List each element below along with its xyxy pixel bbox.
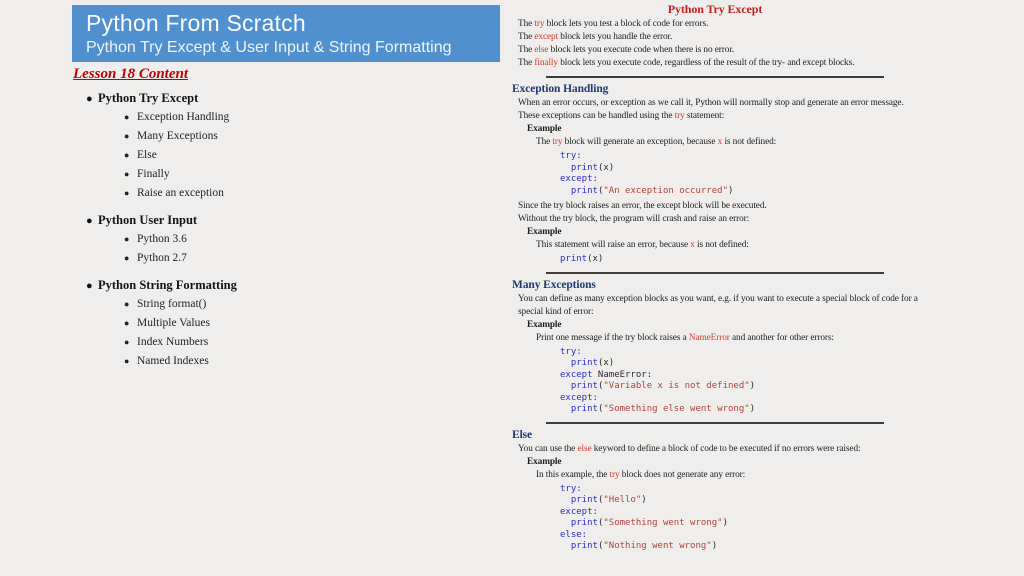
toc-section-try-except [86, 90, 446, 203]
bullet-icon: ● [124, 234, 130, 244]
bullet-icon: ● [124, 131, 130, 141]
example-label: Example [527, 319, 562, 330]
toc-sub-label: Multiple Values [137, 317, 210, 329]
section-many-exceptions [512, 278, 918, 416]
slide-subtitle: Python Try Except & User Input & String Formatting [86, 39, 452, 56]
code-line: try: [560, 483, 582, 494]
example-description: Print one message if the try block raises a NameError and another for other errors: [536, 332, 834, 343]
code-block [560, 484, 918, 553]
code-line: except NameError: [560, 369, 653, 380]
section-heading: Else [512, 428, 533, 441]
toc-sub-item [124, 165, 446, 184]
code-line: else: [560, 529, 588, 540]
toc-sub-label: Named Indexes [137, 355, 209, 367]
table-of-contents [86, 90, 446, 371]
intro-block [512, 18, 918, 70]
content-title: Python Try Except [667, 2, 763, 16]
toc-sub-label: String format() [137, 298, 207, 310]
section-divider [546, 76, 884, 78]
section-exception-handling [512, 82, 918, 266]
toc-sub-label: Else [137, 149, 157, 161]
toc-section-user-input [86, 212, 446, 268]
code-line: print("An exception occurred") [570, 185, 734, 196]
bullet-icon: ● [124, 299, 130, 309]
slide-header [72, 5, 500, 62]
slide-title: Python From Scratch [86, 10, 306, 36]
toc-sub-item [124, 333, 446, 352]
bullet-icon: ● [124, 169, 130, 179]
intro-line: The finally block lets you execute code, regardless of the result of the try- and except blocks. [518, 58, 855, 68]
toc-sub-label: Finally [137, 168, 170, 180]
toc-main-item [86, 212, 446, 230]
paragraph: When an error occurs, or exception as we call it, Python will normally stop and generate an error message. [518, 98, 904, 108]
code-line: try: [560, 346, 582, 357]
section-else [512, 428, 918, 553]
toc-main-label: Python Try Except [98, 91, 199, 105]
bullet-icon: ● [86, 280, 93, 292]
code-line: print(x) [570, 162, 615, 173]
paragraph: Since the try block raises an error, the except block will be executed. [518, 201, 767, 211]
intro-line: The else block lets you execute code when there is no error. [518, 45, 735, 55]
section-heading: Exception Handling [512, 83, 609, 95]
bullet-icon: ● [124, 253, 130, 263]
bullet-icon: ● [124, 356, 130, 366]
toc-sub-label: Many Exceptions [137, 130, 218, 142]
toc-sub-label: Index Numbers [137, 336, 209, 348]
content-panel [512, 2, 918, 556]
paragraph: These exceptions can be handled using the try statement: [518, 111, 725, 121]
code-line: print("Nothing went wrong") [570, 541, 718, 551]
toc-sub-item [124, 184, 446, 203]
toc-sub-label: Raise an exception [137, 187, 224, 199]
paragraph: Without the try block, the program will crash and raise an error: [518, 214, 750, 224]
section-divider [546, 272, 884, 274]
example-label: Example [527, 124, 562, 134]
example-label: Example [527, 456, 562, 467]
toc-sub-item [124, 127, 446, 146]
toc-main-label: Python User Input [98, 213, 198, 227]
example-description: The try block will generate an exception, because x is not defined: [536, 137, 777, 147]
code-line: print(x) [570, 358, 615, 368]
intro-line: The try block lets you test a block of code for errors. [518, 19, 709, 29]
bullet-icon: ● [124, 188, 130, 198]
bullet-icon: ● [124, 150, 130, 160]
paragraph: You can define as many exception blocks as you want, e.g. if you want to execute a special block of code for a special kind of error: [518, 293, 918, 317]
toc-sub-item [124, 295, 446, 314]
code-line: print("Something else went wrong") [570, 404, 756, 414]
code-block [560, 151, 918, 197]
toc-main-label: Python String Formatting [98, 278, 237, 292]
code-line: print(x) [560, 254, 604, 264]
toc-sub-item [124, 230, 446, 249]
toc-sub-label: Exception Handling [137, 111, 230, 123]
code-line: except: [560, 174, 598, 184]
code-block [560, 347, 918, 416]
example-description: In this example, the try block does not generate any error: [536, 469, 746, 480]
toc-main-item [86, 277, 446, 295]
toc-section-string-formatting [86, 277, 446, 371]
lesson-title: Lesson 18 Content [73, 66, 189, 82]
toc-sub-item [124, 108, 446, 127]
code-line: try: [560, 151, 582, 161]
toc-sub-item [124, 249, 446, 268]
section-divider [546, 422, 884, 424]
toc-sub-label: Python 2.7 [137, 252, 187, 264]
toc-main-item [86, 90, 446, 108]
bullet-icon: ● [124, 337, 130, 347]
code-line: except: [560, 506, 598, 517]
bullet-icon: ● [86, 215, 93, 227]
bullet-icon: ● [124, 112, 130, 122]
bullet-icon: ● [124, 318, 130, 328]
paragraph: You can use the else keyword to define a block of code to be executed if no errors were raised: [518, 443, 861, 454]
code-line: print("Variable x is not defined") [570, 381, 756, 391]
code-line: except: [560, 392, 598, 403]
intro-line: The except block lets you handle the error. [518, 32, 673, 42]
code-line: print("Something went wrong") [570, 518, 728, 528]
bullet-icon: ● [86, 93, 93, 105]
toc-sub-label: Python 3.6 [137, 233, 187, 245]
code-block [560, 254, 918, 266]
example-description: This statement will raise an error, because x is not defined: [536, 240, 749, 250]
toc-sub-item [124, 146, 446, 165]
code-line: print("Hello") [570, 495, 647, 505]
section-heading: Many Exceptions [512, 278, 596, 291]
toc-sub-item [124, 314, 446, 333]
example-label: Example [527, 227, 562, 237]
toc-sub-item [124, 352, 446, 371]
